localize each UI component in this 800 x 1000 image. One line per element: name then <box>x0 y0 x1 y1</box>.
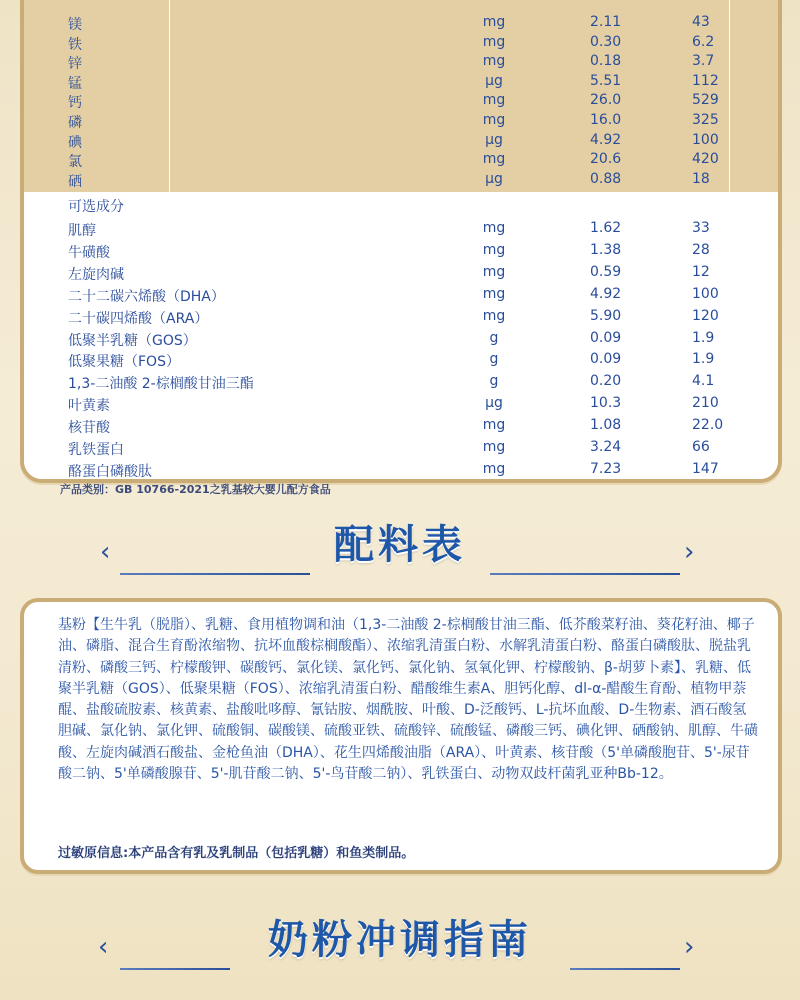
value-per-100kj: 1.38 <box>590 241 622 258</box>
unit-cell: mg <box>482 417 506 434</box>
unit-cell: mg <box>482 307 506 324</box>
value-per-100kj: 16.0 <box>590 112 622 128</box>
value-per-100g: 12 <box>692 263 710 280</box>
value-per-100kj: 20.6 <box>590 151 622 168</box>
unit-cell: mg <box>482 112 506 128</box>
divider-right <box>490 573 680 575</box>
unit-cell: mg <box>482 33 506 50</box>
unit-cell: g <box>489 351 499 368</box>
value-per-100kj: 2.11 <box>590 14 622 30</box>
nutrient-name: 低聚果糖（FOS） <box>68 354 180 371</box>
table-row <box>24 395 778 417</box>
value-per-100kj: 5.51 <box>590 72 622 89</box>
nutrient-name: 低聚半乳糖（GOS） <box>68 332 197 349</box>
chevron-left-icon: ‹ <box>98 932 109 962</box>
ingredients-card <box>20 598 782 874</box>
nutrient-name: 锌 <box>68 56 82 73</box>
unit-cell: mg <box>482 92 506 109</box>
allergy-note: 过敏原信息:本产品含有乳及乳制品（包括乳糖）和鱼类制品。 <box>58 846 415 861</box>
nutrient-name: 酪蛋白磷酸肽 <box>68 463 152 480</box>
unit-cell: mg <box>482 53 506 70</box>
table-row <box>24 330 778 352</box>
value-per-100g: 22.0 <box>692 417 724 434</box>
unit-cell: μg <box>485 131 503 148</box>
nutrient-name: 硒 <box>68 173 82 190</box>
chevron-right-icon: › <box>684 932 695 962</box>
nutrient-name: 牛磺酸 <box>68 244 110 261</box>
value-per-100g: 325 <box>692 112 719 128</box>
table-row <box>24 308 778 330</box>
unit-cell: mg <box>482 14 506 30</box>
nutrient-name: 铁 <box>68 36 82 53</box>
nutrient-name: 镁 <box>68 17 82 33</box>
chevron-left-icon: ‹ <box>100 537 111 567</box>
value-per-100g: 4.1 <box>692 373 715 390</box>
divider-left <box>120 968 230 970</box>
divider-left <box>120 573 310 575</box>
value-per-100kj: 0.09 <box>590 329 622 346</box>
nutrient-name: 碘 <box>68 134 82 151</box>
unit-cell: mg <box>482 220 506 236</box>
table-row <box>24 171 778 193</box>
table-row <box>24 286 778 308</box>
value-per-100kj: 5.90 <box>590 307 622 324</box>
unit-cell: g <box>489 373 499 390</box>
table-row <box>24 417 778 439</box>
nutrient-name: 钙 <box>68 95 82 112</box>
chevron-right-icon: › <box>684 537 695 567</box>
product-category-note: 产品类别：GB 10766-2021之乳基较大婴儿配方食品 <box>60 483 331 496</box>
nutrition-table <box>20 0 782 483</box>
unit-cell: μg <box>485 170 503 187</box>
table-row <box>24 439 778 461</box>
unit-cell: mg <box>482 263 506 280</box>
nutrient-name: 二十二碳六烯酸（DHA） <box>68 288 225 305</box>
table-row <box>24 242 778 264</box>
nutrient-name: 锰 <box>68 75 82 92</box>
value-per-100kj: 0.30 <box>590 33 622 50</box>
value-per-100kj: 0.09 <box>590 351 622 368</box>
table-row <box>24 264 778 286</box>
value-per-100kj: 7.23 <box>590 460 622 477</box>
nutrient-name: 磷 <box>68 115 82 131</box>
table-row <box>24 461 778 483</box>
nutrient-name: 二十碳四烯酸（ARA） <box>68 310 209 327</box>
value-per-100g: 18 <box>692 170 710 187</box>
value-per-100kj: 3.24 <box>590 439 622 455</box>
value-per-100kj: 1.08 <box>590 417 622 434</box>
nutrient-name: 乳铁蛋白 <box>68 442 124 458</box>
value-per-100g: 3.7 <box>692 53 715 70</box>
value-per-100kj: 1.62 <box>590 220 622 236</box>
value-per-100g: 1.9 <box>692 329 715 346</box>
table-row <box>24 220 778 242</box>
nutrient-name: 核苷酸 <box>68 420 110 437</box>
value-per-100g: 28 <box>692 241 710 258</box>
value-per-100kj: 26.0 <box>590 92 622 109</box>
value-per-100g: 210 <box>692 395 719 412</box>
value-per-100kj: 10.3 <box>590 395 622 412</box>
unit-cell: mg <box>482 285 506 302</box>
unit-cell: μg <box>485 72 503 89</box>
unit-cell: mg <box>482 460 506 477</box>
value-per-100g: 66 <box>692 439 710 455</box>
recipe-title: 配料表 <box>334 522 466 568</box>
value-per-100kj: 0.18 <box>590 53 622 70</box>
nutrient-name: 肌醇 <box>68 223 96 239</box>
value-per-100g: 100 <box>692 285 719 302</box>
guide-title: 奶粉冲调指南 <box>268 917 532 963</box>
divider-right <box>570 968 680 970</box>
table-row <box>24 373 778 395</box>
value-per-100kj: 4.92 <box>590 131 622 148</box>
value-per-100g: 100 <box>692 131 719 148</box>
unit-cell: g <box>489 329 499 346</box>
value-per-100kj: 0.20 <box>590 373 622 390</box>
unit-cell: mg <box>482 241 506 258</box>
value-per-100g: 120 <box>692 307 719 324</box>
value-per-100g: 43 <box>692 14 710 30</box>
unit-cell: mg <box>482 439 506 455</box>
nutrient-name: 叶黄素 <box>68 398 110 415</box>
value-per-100g: 33 <box>692 220 710 236</box>
nutrient-name: 1,3-二油酸 2-棕榈酸甘油三酯 <box>68 376 254 393</box>
unit-cell: mg <box>482 151 506 168</box>
nutrient-name: 左旋肉碱 <box>68 266 124 283</box>
optional-label: 可选成分 <box>68 199 124 215</box>
unit-cell: μg <box>485 395 503 412</box>
value-per-100kj: 0.59 <box>590 263 622 280</box>
nutrient-name: 氯 <box>68 154 82 171</box>
table-row <box>24 351 778 373</box>
value-per-100g: 112 <box>692 72 719 89</box>
ingredients-text: 基粉【生牛乳（脱脂）、乳糖、食用植物调和油（1,3-二油酸 2-棕榈酸甘油三酯、低芥酸菜籽油、葵花籽油、椰子油、磷脂、混合生育酚浓缩物、抗坏血酸棕榈酸酯）、浓缩乳清蛋白粉、水解乳清蛋白粉、酪蛋白磷酸肽、脱盐乳清粉、磷酸三钙、柠檬酸钾、碳酸钙、氯化镁、氯化钙、氯化钠、氢氧化钾、柠檬酸钠、β-胡萝卜素】、乳糖、低聚半乳糖（GOS）、低聚果糖（FOS）、浓缩乳清蛋白粉、醋酸维生素A、胆钙化醇、dl-α-醋酸生育酚、植物甲萘醌、盐酸硫胺素、核黄素、盐酸吡哆醇、氰钴胺、烟酰胺、叶酸、D-泛酸钙、L-抗坏血酸、D-生物素、酒石酸氢胆碱、氯化钠、氯化钾、硫酸铜、碳酸镁、硫酸亚铁、硫酸锌、硫酸锰、磷酸三钙、碘化钾、硒酸钠、肌醇、牛磺酸、左旋肉碱酒石酸盐、金枪鱼油（DHA）、花生四烯酸油脂（ARA）、叶黄素、核苷酸（5'单磷酸胞苷、5'-尿苷酸二钠、5'单磷酸腺苷、5'-肌苷酸二钠、5'-鸟苷酸二钠）、乳铁蛋白、动物双歧杆菌乳亚种Bb-12。 <box>58 617 758 783</box>
value-per-100kj: 4.92 <box>590 285 622 302</box>
value-per-100kj: 0.88 <box>590 170 622 187</box>
value-per-100g: 6.2 <box>692 33 715 50</box>
value-per-100g: 420 <box>692 151 719 168</box>
value-per-100g: 1.9 <box>692 351 715 368</box>
value-per-100g: 147 <box>692 460 719 477</box>
value-per-100g: 529 <box>692 92 719 109</box>
